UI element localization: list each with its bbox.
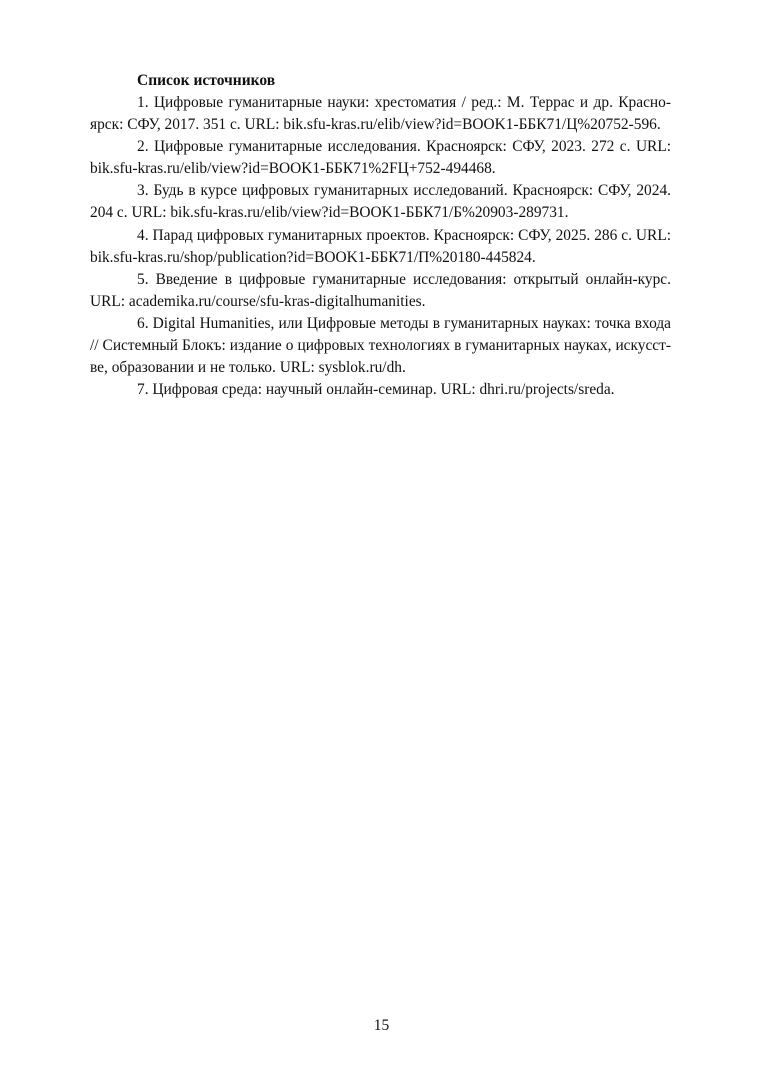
reference-entry-1: 1. Цифровые гуманитарные науки: хрестоматия / ред.: М. Террас и др. Красноярск: СФУ, 2017. 351 с. URL: bik.sfu-kras.ru/elib/view?id=BOOK1-ББК71/Ц%20752-596.	[90, 94, 671, 134]
references-heading: Список источников	[137, 72, 276, 89]
reference-entry-2: 2. Цифровые гуманитарные исследования. Красноярск: СФУ, 2023. 272 с. URL: bik.sfu-kras.ru/elib/view?id=BOOK1-ББК71%2FЦ+752-494468.	[90, 138, 671, 178]
reference-entry-5: 5. Введение в цифровые гуманитарные исследования: открытый онлайн-курс. URL: academika.ru/course/sfu-kras-digitalhumanities.	[90, 270, 671, 310]
reference-entry-6: 6. Digital Humanities, или Цифровые методы в гуманитарных науках: точка входа // Системный Блокъ: издание о цифровых технологиях в гуманитарных науках, искусстве, образовании и не только. URL: sysblok.ru/dh.	[90, 314, 671, 377]
references-section	[90, 70, 671, 401]
page-number: 15	[373, 1017, 390, 1034]
reference-entry-4: 4. Парад цифровых гуманитарных проектов. Красноярск: СФУ, 2025. 286 с. URL: bik.sfu-kras.ru/shop/publication?id=BOOK1-ББК71/П%20180-445824.	[90, 226, 671, 266]
reference-entry-3: 3. Будь в курсе цифровых гуманитарных исследований. Красноярск: СФУ, 2024. 204 с. URL: bik.sfu-kras.ru/elib/view?id=BOOK1-ББК71/Б%20903-289731.	[90, 182, 671, 222]
reference-entry-7: 7. Цифровая среда: научный онлайн-семинар. URL: dhri.ru/projects/sreda.	[137, 381, 615, 399]
